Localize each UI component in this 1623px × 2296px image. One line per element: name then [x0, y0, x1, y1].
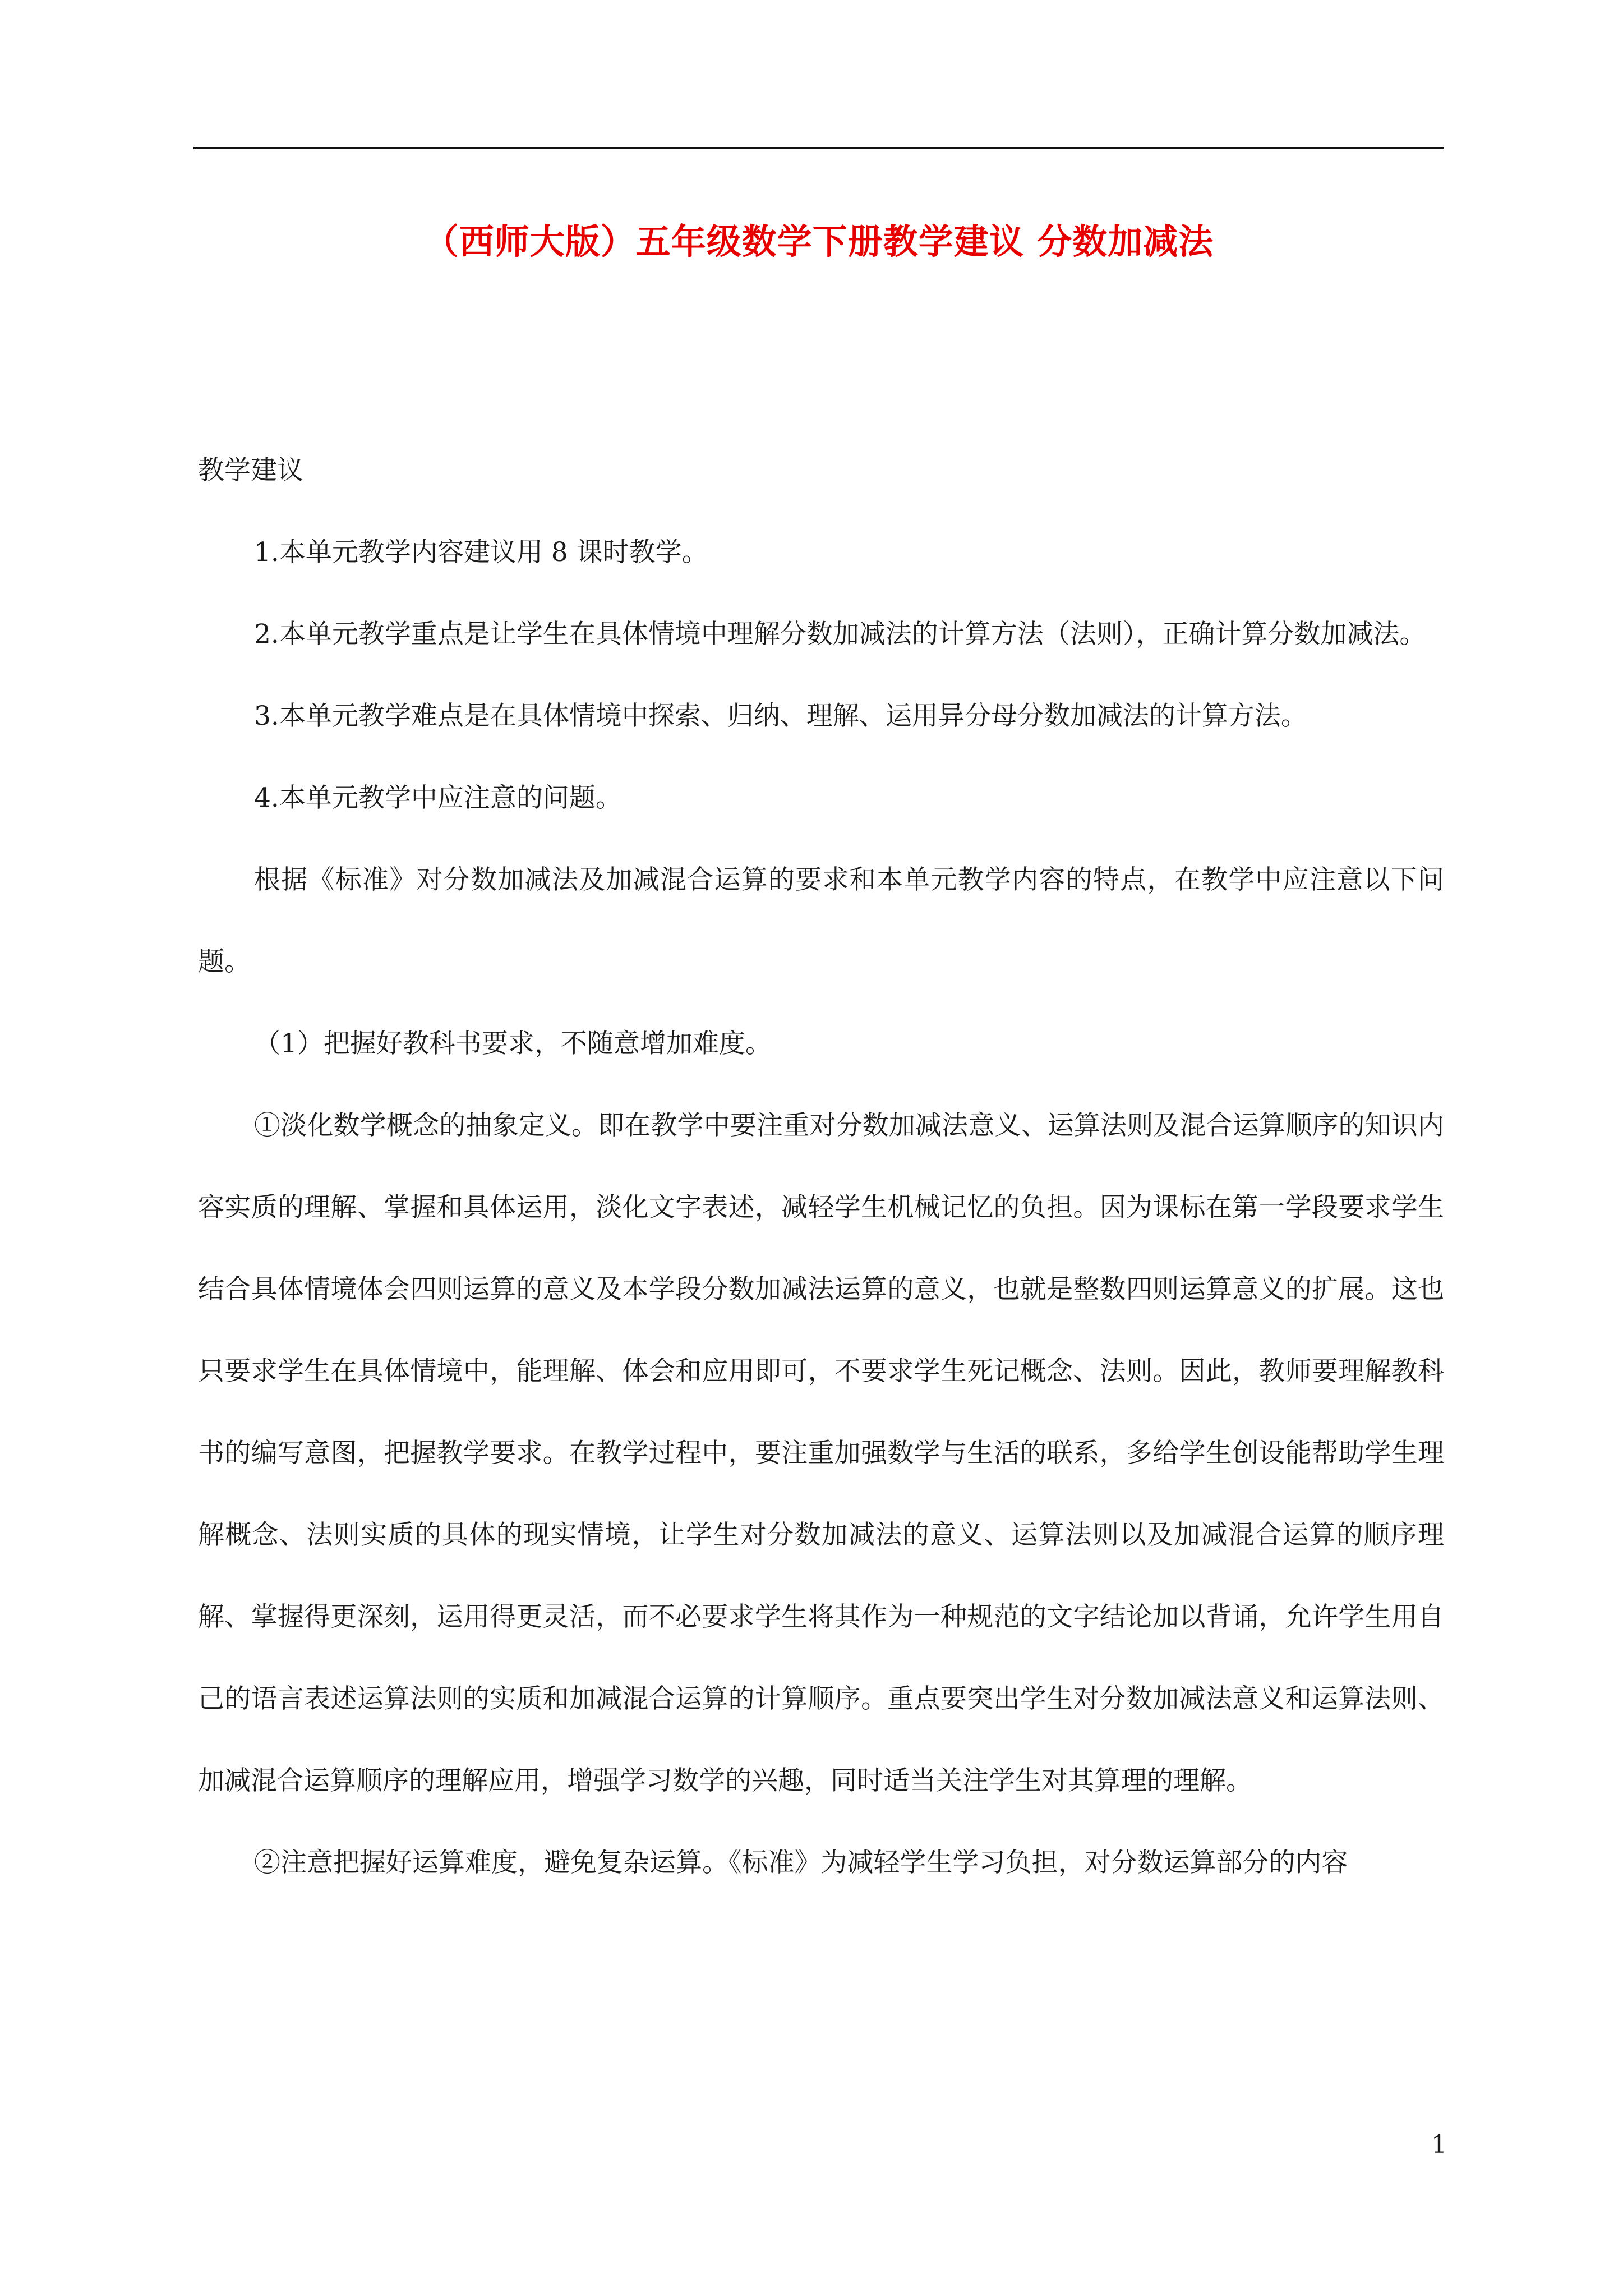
- paragraph-2: 2.本单元教学重点是让学生在具体情境中理解分数加减法的计算方法（法则），正确计算分数加减法。: [254, 619, 1426, 650]
- paragraph-3: 3.本单元教学难点是在具体情境中探索、归纳、理解、运用异分母分数加减法的计算方法。: [254, 701, 1307, 731]
- page-number: 1: [1431, 2131, 1447, 2159]
- paragraph-7: ①淡化数学概念的抽象定义。即在教学中要注重对分数加减法意义、运算法则及混合运算顺序的知识内容实质的理解、掌握和具体运用，淡化文字表述，减轻学生机械记忆的负担。因为课标在第一学段要求学生结合具体情境体会四则运算的意义及本学段分数加减法运算的意义，也就是整数四则运算意义的扩展。这也只要求学生在具体情境中，能理解、体会和应用即可，不要求学生死记概念、法则。因此，教师要理解教科书的编写意图，把握教学要求。在教学过程中，要注重加强数学与生活的联系，多给学生创设能帮助学生理解概念、法则实质的具体的现实情境，让学生对分数加减法的意义、运算法则以及加减混合运算的顺序理解、掌握得更深刻，运用得更灵活，而不必要求学生将其作为一种规范的文字结论加以背诵，允许学生用自己的语言表述运算法则的实质和加减混合运算的计算顺序。重点要突出学生对分数加减法意义和运算法则、加减混合运算顺序的理解应用，增强学习数学的兴趣，同时适当关注学生对其算理的理解。: [198, 1110, 1444, 1796]
- paragraph-1: 1.本单元教学内容建议用 8 课时教学。: [254, 537, 708, 568]
- paragraph-8: ②注意把握好运算难度，避免复杂运算。《标准》为减轻学生学习负担，对分数运算部分的内容: [254, 1847, 1348, 1878]
- document-title: （西师大版）五年级数学下册教学建议 分数加减法: [423, 221, 1214, 262]
- paragraph-4: 4.本单元教学中应注意的问题。: [254, 783, 622, 813]
- header-rule: [193, 147, 1444, 149]
- section-heading: 教学建议: [198, 455, 303, 486]
- paragraph-5: 根据《标准》对分数加减法及加减混合运算的要求和本单元教学内容的特点，在教学中应注意以下问题。: [198, 864, 1444, 977]
- document-body: [198, 430, 1444, 1904]
- paragraph-6: （1）把握好教科书要求，不随意增加难度。: [254, 1028, 772, 1059]
